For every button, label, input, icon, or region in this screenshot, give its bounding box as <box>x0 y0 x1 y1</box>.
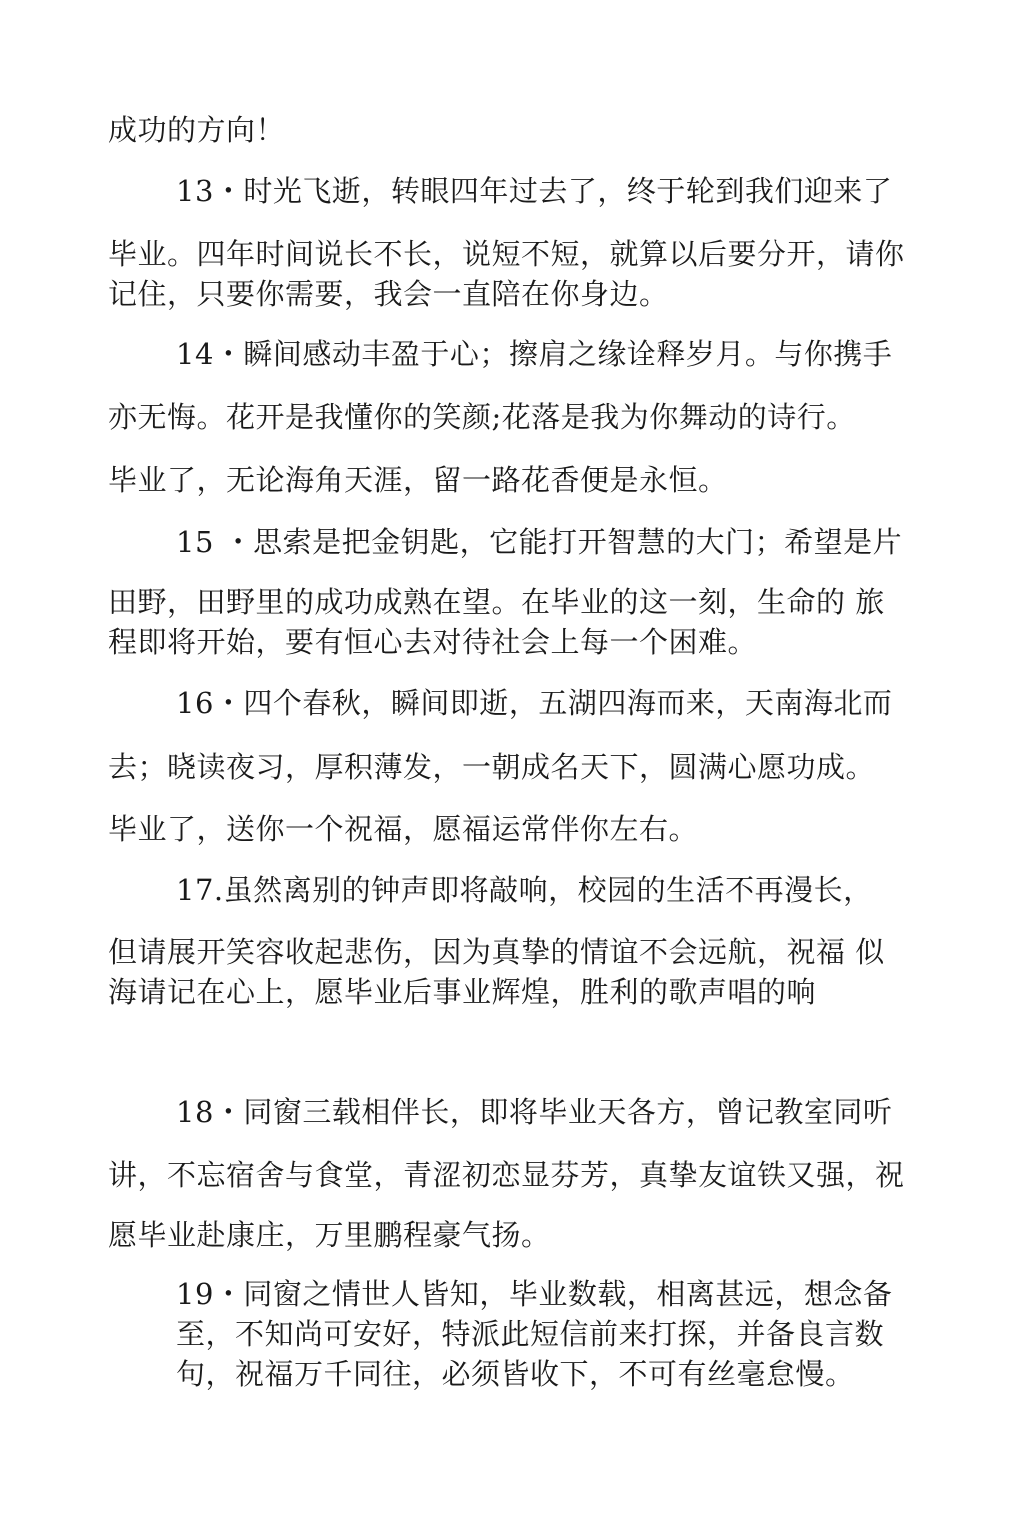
text-line: 15 ・思索是把金钥匙，它能打开智慧的大门；希望是片 <box>176 525 903 559</box>
text-line: 19・同窗之情世人皆知，毕业数载，相离甚远，想念备 <box>176 1277 893 1311</box>
text-line: 18・同窗三载相伴长，即将毕业天各方，曾记教室同听 <box>176 1095 893 1129</box>
text-line: 记住，只要你需要，我会一直陪在你身边。 <box>108 277 669 311</box>
text-line: 句，祝福万千同往，必须皆收下，不可有丝毫怠慢。 <box>176 1357 855 1391</box>
text-line: 至，不知尚可安好，特派此短信前来打探，并备良言数 <box>176 1317 885 1351</box>
text-line: 毕业了，送你一个祝福，愿福运常伴你左右。 <box>108 812 699 846</box>
text-line: 17.虽然离别的钟声即将敲响，校园的生活不再漫长， <box>176 873 873 907</box>
text-line: 程即将开始，要有恒心去对待社会上每一个困难。 <box>108 625 758 659</box>
text-line: 16・四个春秋，瞬间即逝，五湖四海而来，天南海北而 <box>176 686 893 720</box>
text-line: 亦无悔。花开是我懂你的笑颜;花落是我为你舞动的诗行。 <box>108 400 856 434</box>
text-line: 愿毕业赴康庄，万里鹏程豪气扬。 <box>108 1218 551 1252</box>
text-line: 成功的方向！ <box>108 113 286 147</box>
text-line: 14・瞬间感动丰盈于心；擦肩之缘诠释岁月。与你携手 <box>176 337 893 371</box>
text-line: 讲，不忘宿舍与食堂，青涩初恋显芬芳，真挚友谊铁又强，祝 <box>108 1158 905 1192</box>
text-line: 去；晓读夜习，厚积薄发，一朝成名天下，圆满心愿功成。 <box>108 750 876 784</box>
text-line: 13・时光飞逝，转眼四年过去了，终于轮到我们迎来了 <box>176 174 893 208</box>
text-line: 但请展开笑容收起悲伤，因为真挚的情谊不会远航，祝福 似 <box>108 935 885 969</box>
text-line: 田野，田野里的成功成熟在望。在毕业的这一刻，生命的 旅 <box>108 585 885 619</box>
text-line: 毕业。四年时间说长不长，说短不短，就算以后要分开，请你 <box>108 237 905 271</box>
text-line: 海请记在心上，愿毕业后事业辉煌，胜利的歌声唱的响 <box>108 975 817 1009</box>
text-line: 毕业了，无论海角天涯，留一路花香便是永恒。 <box>108 463 728 497</box>
